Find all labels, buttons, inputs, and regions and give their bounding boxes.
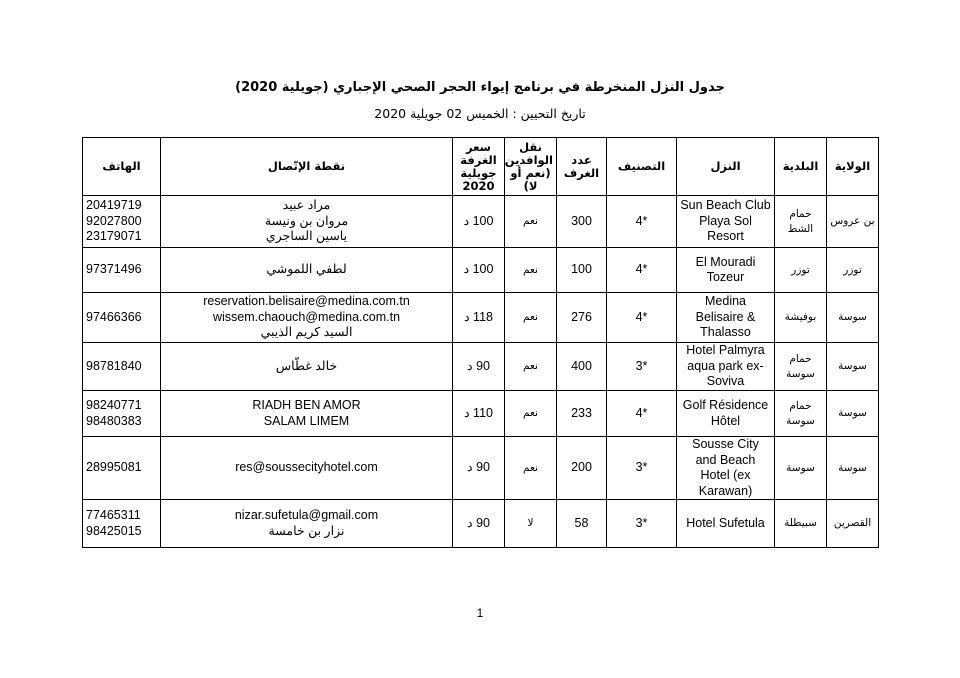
cell-rooms: 276	[557, 293, 607, 343]
cell-transport: نعم	[505, 248, 557, 293]
cell-phone: 28995081	[83, 437, 161, 500]
cell-contact: res@soussecityhotel.com	[161, 437, 453, 500]
cell-municipality: سبيطلة	[775, 500, 827, 548]
header-contact: نقطة الإتّصال	[161, 138, 453, 196]
table-row	[83, 391, 879, 437]
cell-wilaya: سوسة	[827, 391, 879, 437]
cell-price: 90 د	[453, 343, 505, 391]
cell-rating: 3*	[607, 343, 677, 391]
header-wilaya: الولاية	[827, 138, 879, 196]
cell-phone: 98781840	[83, 343, 161, 391]
cell-transport: نعم	[505, 293, 557, 343]
cell-contact: nizar.sufetula@gmail.com نزار بن خامسة	[161, 500, 453, 548]
cell-rooms: 300	[557, 196, 607, 248]
cell-price: 90 د	[453, 437, 505, 500]
cell-hotel: Medina Belisaire & Thalasso	[677, 293, 775, 343]
cell-wilaya: سوسة	[827, 437, 879, 500]
cell-rating: 3*	[607, 437, 677, 500]
cell-wilaya: سوسة	[827, 293, 879, 343]
cell-price: 110 د	[453, 391, 505, 437]
cell-contact: مراد عبيد مروان بن ونيسة ياسين الساجري	[161, 196, 453, 248]
cell-rooms: 233	[557, 391, 607, 437]
document-title: جدول النزل المنخرطة في برنامج إيواء الحجر الصحي الإجباري (جويلية 2020)	[235, 80, 725, 95]
cell-rooms: 58	[557, 500, 607, 548]
cell-rooms: 200	[557, 437, 607, 500]
cell-phone: 97371496	[83, 248, 161, 293]
cell-municipality: بوفيشة	[775, 293, 827, 343]
hotels-table	[82, 137, 879, 548]
table-row	[83, 293, 879, 343]
cell-phone: 98240771 98480383	[83, 391, 161, 437]
header-transport: نقل الوافدين (نعم أو لا)	[505, 138, 557, 196]
cell-wilaya: توزر	[827, 248, 879, 293]
cell-hotel: Hotel Sufetula	[677, 500, 775, 548]
cell-phone: 77465311 98425015	[83, 500, 161, 548]
cell-contact: خالد غطّاس	[161, 343, 453, 391]
cell-hotel: Sun Beach Club Playa Sol Resort	[677, 196, 775, 248]
table-row	[83, 437, 879, 500]
cell-rating: 4*	[607, 248, 677, 293]
cell-phone: 97466366	[83, 293, 161, 343]
cell-contact: reservation.belisaire@medina.com.tn wissem.chaouch@medina.com.tn السيد كريم الذيبي	[161, 293, 453, 343]
header-row	[83, 138, 879, 196]
header-hotel: النزل	[677, 138, 775, 196]
cell-rating: 4*	[607, 391, 677, 437]
cell-price: 118 د	[453, 293, 505, 343]
cell-transport: نعم	[505, 196, 557, 248]
cell-municipality: سوسة	[775, 437, 827, 500]
cell-phone: 20419719 92027800 23179071	[83, 196, 161, 248]
cell-price: 90 د	[453, 500, 505, 548]
cell-transport: لا	[505, 500, 557, 548]
cell-contact: لطفي اللموشي	[161, 248, 453, 293]
cell-municipality: حمام الشط	[775, 196, 827, 248]
cell-hotel: El Mouradi Tozeur	[677, 248, 775, 293]
cell-municipality: حمام سوسة	[775, 391, 827, 437]
cell-rooms: 400	[557, 343, 607, 391]
cell-hotel: Golf Résidence Hôtel	[677, 391, 775, 437]
cell-municipality: حمام سوسة	[775, 343, 827, 391]
header-price: سعر الغرفة جويلية 2020	[453, 138, 505, 196]
cell-rating: 3*	[607, 500, 677, 548]
header-phone: الهاتف	[83, 138, 161, 196]
cell-rating: 4*	[607, 196, 677, 248]
cell-price: 100 د	[453, 196, 505, 248]
cell-wilaya: بن عروس	[827, 196, 879, 248]
cell-wilaya: سوسة	[827, 343, 879, 391]
cell-transport: نعم	[505, 391, 557, 437]
cell-rooms: 100	[557, 248, 607, 293]
cell-rating: 4*	[607, 293, 677, 343]
cell-wilaya: القصرين	[827, 500, 879, 548]
cell-hotel: Hotel Palmyra aqua park ex-Soviva	[677, 343, 775, 391]
cell-transport: نعم	[505, 343, 557, 391]
header-municipality: البلدية	[775, 138, 827, 196]
cell-hotel: Sousse City and Beach Hotel (ex Karawan)	[677, 437, 775, 500]
table-row	[83, 500, 879, 548]
page-number: 1	[476, 606, 484, 620]
cell-municipality: توزر	[775, 248, 827, 293]
cell-contact: RIADH BEN AMOR SALAM LIMEM	[161, 391, 453, 437]
header-rating: التصنيف	[607, 138, 677, 196]
cell-transport: نعم	[505, 437, 557, 500]
table-row	[83, 248, 879, 293]
cell-price: 100 د	[453, 248, 505, 293]
update-date: تاريخ التحيين : الخميس 02 جويلية 2020	[374, 106, 586, 121]
header-rooms: عدد الغرف	[557, 138, 607, 196]
table-row	[83, 196, 879, 248]
table-row	[83, 343, 879, 391]
